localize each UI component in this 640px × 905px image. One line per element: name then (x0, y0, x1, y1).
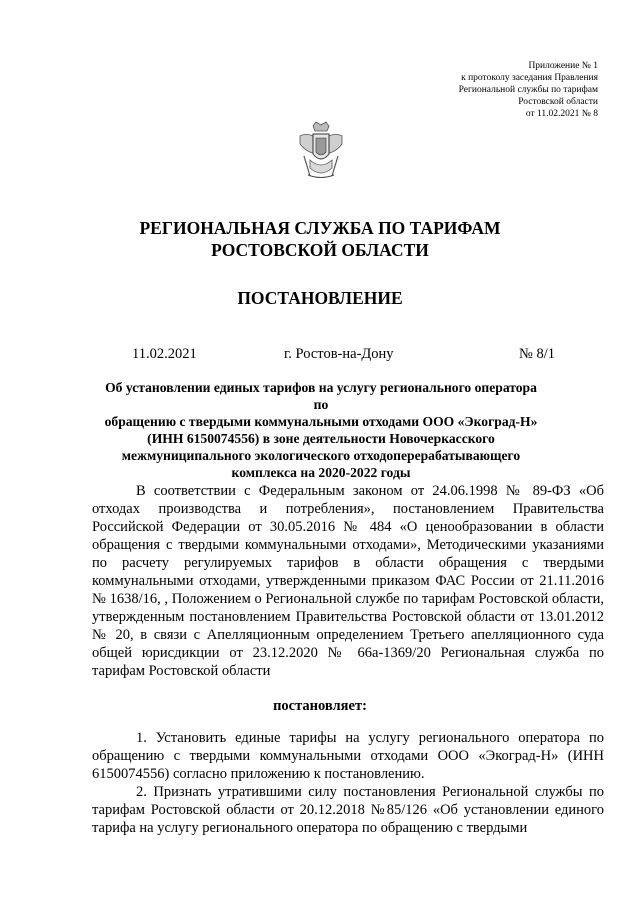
appendix-line: к протоколу заседания Правления (461, 73, 598, 83)
resolution-keyword: постановляет: (273, 698, 367, 714)
resolution-item-2: 2. Признать утратившими силу постановления Региональной службы по тарифам Ростовской области от 20.12.2018 №85/126 «Об установлении единого тарифа на услугу регионального оператора по обращению с твердыми (92, 784, 604, 836)
subject-line: межмуниципального экологического отходоперерабатывающего (121, 448, 521, 463)
document-number: № 8/1 (519, 346, 555, 362)
document-date: 11.02.2021 (132, 346, 197, 362)
appendix-line: Региональной службы по тарифам (458, 85, 598, 95)
subject-line: Об установлении единых тарифов на услугу регионального оператора по (105, 380, 537, 412)
agency-name-line: РОСТОВСКОЙ ОБЛАСТИ (211, 240, 429, 260)
document-city: г. Ростов-на-Дону (284, 346, 394, 362)
subject-line: комплекса на 2020-2022 годы (231, 465, 411, 480)
coat-of-arms-emblem-icon (296, 120, 346, 180)
document-subject (100, 379, 542, 481)
appendix-note (398, 60, 598, 120)
appendix-line: Ростовской области (518, 97, 598, 107)
preamble-paragraph: В соответствии с Федеральным законом от 24.06.1998 № 89-ФЗ «Об отходах производства и потребления», постановлением Правительства Российской Федерации от 30.05.2016 № 484 «О ценообразовании в области обращения с твердыми коммунальными отходами», Методическими указаниями по расчету регулируемых тарифов в области обращения с твердыми коммунальными отходами, утвержденными приказом ФАС России от 21.11.2016 № 1638/16, , Положением о Региональной службе по тарифам Ростовской области, утвержденным постановлением Правительства Ростовской области от 13.01.2012 № 20, в связи с Апелляционным определением Третьего апелляционного суда общей юрисдикции от 23.12.2020 № 66а-1369/20 Региональная служба по тарифам Ростовской области (92, 483, 604, 679)
subject-line: (ИНН 6150074556) в зоне деятельности Новочеркасского (147, 431, 495, 446)
agency-name-line: РЕГИОНАЛЬНАЯ СЛУЖБА ПО ТАРИФАМ (139, 218, 501, 238)
appendix-line: Приложение № 1 (528, 61, 598, 71)
agency-name (0, 217, 640, 261)
resolution-item-1: 1. Установить единые тарифы на услугу регионального оператора по обращению с твердыми коммунальными отходами ООО «Экоград-Н» (ИНН 6150074556) согласно приложению к постановлению. (92, 730, 604, 782)
subject-line: обращению с твердыми коммунальными отходами ООО «Экоград-Н» (104, 414, 538, 429)
appendix-line: от 11.02.2021 № 8 (525, 109, 598, 119)
document-type-title: ПОСТАНОВЛЕНИЕ (237, 288, 403, 308)
